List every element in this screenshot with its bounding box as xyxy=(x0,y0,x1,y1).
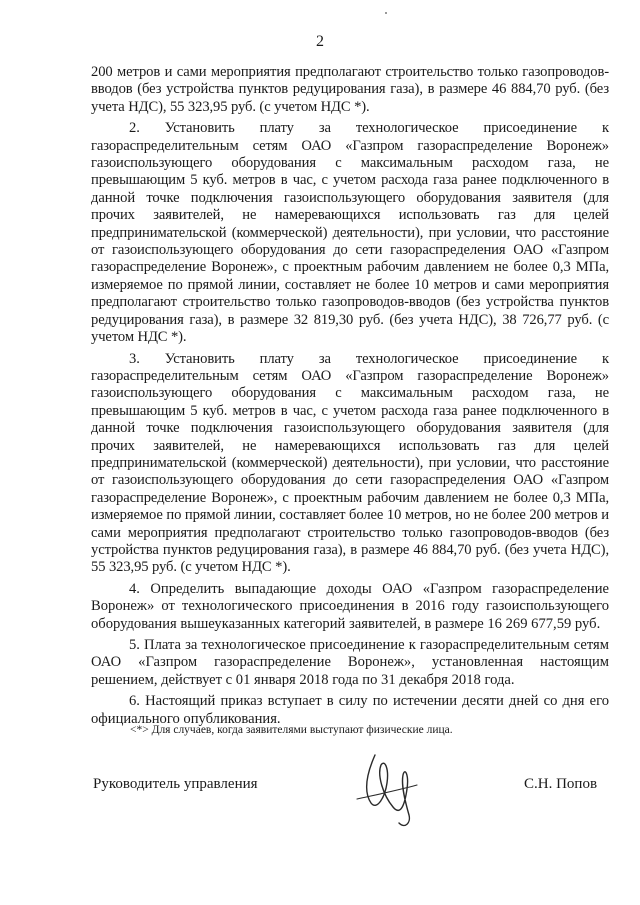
handwritten-signature xyxy=(345,745,435,835)
paragraph-item-4: 4. Определить выпадающие доходы ОАО «Газпром газораспределение Воронеж» от технологического присоединения в 2016 году газоиспользующего оборудования вышеуказанных категорий заявителей, в размере 16 269 677,59 руб. xyxy=(91,580,609,632)
signatory-title: Руководитель управления xyxy=(93,776,258,792)
paragraph-continuation: 200 метров и сами мероприятия предполагают строительство только газопроводов-вводов (без устройства пунктов редуцирования газа), в размере 46 884,70 руб. (без учета НДС), 55 323,95 руб. (с учетом НДС *). xyxy=(91,64,609,115)
document-body xyxy=(91,64,609,728)
paragraph-item-3: 3. Установить плату за технологическое присоединение к газораспределительным сетям ОАО «Газпром газораспределение Воронеж» газоиспользующего оборудования с максимальным расходом газа, не превышающим 5 куб. метров в час, с учетом расхода газа ранее подключенного в данной точке подключения газоиспользующего оборудования заявителя (для прочих заявителей, не намеревающихся использовать газ для целей предпринимательской (коммерческой) деятельности), при условии, что расстояние от газоиспользующего оборудования до сети газораспределения ОАО «Газпром газораспределение Воронеж», с проектным рабочим давлением не более 0,3 МПа, измеряемое по прямой линии, составляет более 10 метров, но не более 200 метров и сами мероприятия предполагают строительство только газопроводов-вводов (без устройства пунктов редуцирования газа), в размере 46 884,70 руб. (без учета НДС), 55 323,95 руб. (с учетом НДС *). xyxy=(91,350,609,576)
scan-dot xyxy=(385,12,387,14)
paragraph-item-5: 5. Плата за технологическое присоединение к газораспределительным сетям ОАО «Газпром газораспределение Воронеж», установленная настоящим решением, действует с 01 января 2018 года по 31 декабря 2018 года. xyxy=(91,637,609,688)
paragraph-item-6: 6. Настоящий приказ вступает в силу по истечении десяти дней со дня его официального опубликования. xyxy=(91,693,609,727)
paragraph-item-2: 2. Установить плату за технологическое присоединение к газораспределительным сетям ОАО «Газпром газораспределение Воронеж» газоиспользующего оборудования с максимальным расходом газа, не превышающим 5 куб. метров в час, с учетом расхода газа ранее подключенного в данной точке подключения газоиспользующего оборудования заявителя (для прочих заявителей, не намеревающихся использовать газ для целей предпринимательской (коммерческой) деятельности), при условии, что расстояние от газоиспользующего оборудования до сети газораспределения ОАО «Газпром газораспределение Воронеж», с проектным рабочим давлением не более 0,3 МПа, измеряемое по прямой линии, составляет не более 10 метров и сами мероприятия предполагают строительство только газопроводов-вводов (без устройства пунктов редуцирования газа), в размере 32 819,30 руб. (без учета НДС), 38 726,77 руб. (с учетом НДС *). xyxy=(91,120,609,346)
signatory-name: С.Н. Попов xyxy=(524,776,598,792)
page-number: 2 xyxy=(316,33,324,50)
footnote: <*> Для случаев, когда заявителями выступают физические лица. xyxy=(130,724,453,736)
